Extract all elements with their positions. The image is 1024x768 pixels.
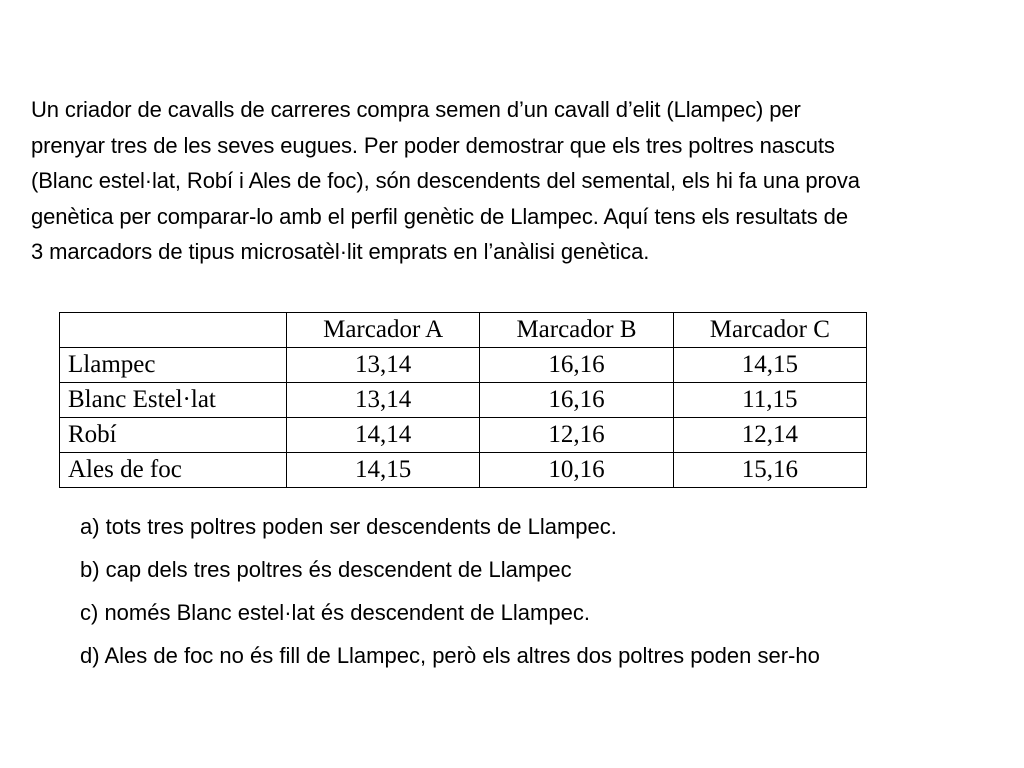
option-c: c) només Blanc estel·lat és descendent de Llampec. (80, 600, 590, 625)
statement-line: 3 marcadors de tipus microsatèl·lit emprats en l’anàlisi genètica. (31, 239, 650, 264)
cell-marcador-c: 15,16 (673, 453, 866, 488)
row-label: Robí (60, 418, 287, 453)
header-empty-cell (60, 313, 287, 348)
header-marcador-b: Marcador B (480, 313, 673, 348)
option-a: a) tots tres poltres poden ser descendents de Llampec. (80, 514, 617, 539)
cell-marcador-b: 12,16 (480, 418, 673, 453)
cell-marcador-a: 13,14 (287, 348, 480, 383)
cell-marcador-c: 12,14 (673, 418, 866, 453)
answer-options (80, 508, 1000, 680)
row-label: Llampec (60, 348, 287, 383)
row-label: Blanc Estel·lat (60, 383, 287, 418)
marker-results-table (59, 312, 867, 488)
table-row (60, 348, 867, 383)
header-marcador-a: Marcador A (287, 313, 480, 348)
cell-marcador-a: 14,15 (287, 453, 480, 488)
cell-marcador-c: 14,15 (673, 348, 866, 383)
cell-marcador-b: 10,16 (480, 453, 673, 488)
table-row (60, 383, 867, 418)
cell-marcador-c: 11,15 (673, 383, 866, 418)
statement-line: Un criador de cavalls de carreres compra semen d’un cavall d’elit (Llampec) per (31, 97, 801, 122)
table-row (60, 418, 867, 453)
statement-line: (Blanc estel·lat, Robí i Ales de foc), són descendents del semental, els hi fa una prova (31, 168, 860, 193)
header-marcador-c: Marcador C (673, 313, 866, 348)
cell-marcador-b: 16,16 (480, 348, 673, 383)
cell-marcador-b: 16,16 (480, 383, 673, 418)
statement-line: genètica per comparar-lo amb el perfil genètic de Llampec. Aquí tens els resultats de (31, 203, 848, 229)
option-d: d) Ales de foc no és fill de Llampec, però els altres dos poltres poden ser-ho (80, 643, 820, 668)
table-header-row (60, 313, 867, 348)
row-label: Ales de foc (60, 453, 287, 488)
cell-marcador-a: 13,14 (287, 383, 480, 418)
problem-statement (31, 92, 1006, 270)
statement-line: prenyar tres de les seves eugues. Per poder demostrar que els tres poltres nascuts (31, 132, 835, 158)
option-b: b) cap dels tres poltres és descendent de Llampec (80, 557, 572, 582)
cell-marcador-a: 14,14 (287, 418, 480, 453)
table-row (60, 453, 867, 488)
